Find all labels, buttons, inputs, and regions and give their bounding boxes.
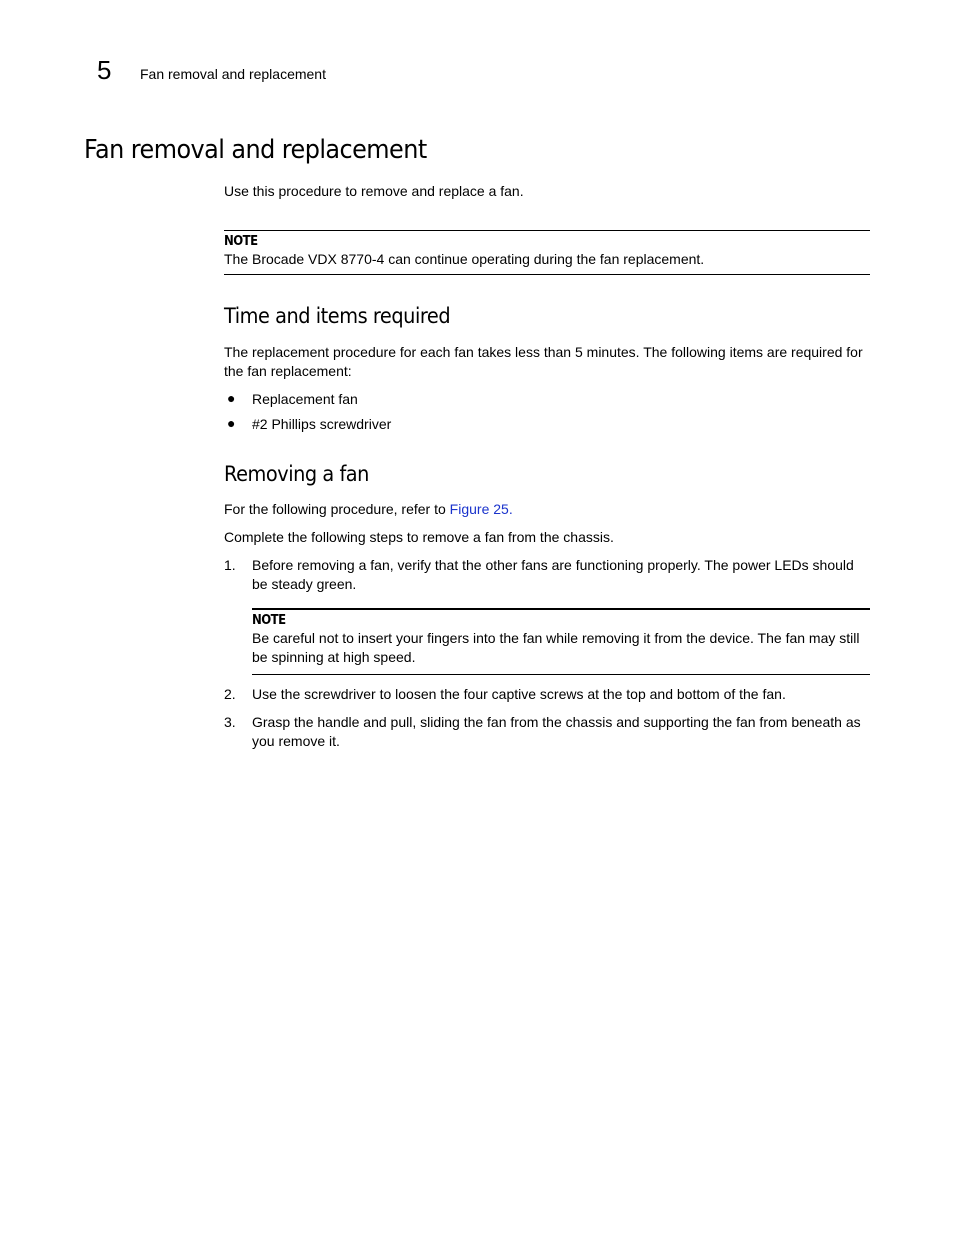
required-items-list <box>224 390 391 440</box>
refer-suffix: . <box>508 501 513 517</box>
section-heading-time-items: Time and items required <box>224 304 451 328</box>
list-item <box>224 415 391 440</box>
complete-steps-paragraph: Complete the following steps to remove a fan from the chassis. <box>224 529 614 545</box>
refer-paragraph <box>224 500 870 519</box>
step-text: Use the screwdriver to loosen the four captive screws at the top and bottom of the fan. <box>252 686 786 702</box>
step-number: 2. <box>224 686 236 702</box>
refer-prefix: For the following procedure, refer to <box>224 501 450 517</box>
step-number: 3. <box>224 714 236 730</box>
list-item-text: Replacement fan <box>252 391 358 407</box>
note-box <box>224 230 870 275</box>
list-item-text: #2 Phillips screwdriver <box>252 416 392 432</box>
note-label: NOTE <box>224 234 258 249</box>
note-text: The Brocade VDX 8770-4 can continue operating during the fan replacement. <box>224 251 705 267</box>
list-item <box>224 390 391 415</box>
note-text: Be careful not to insert your fingers into the fan while removing it from the device. The fan may still be spinning at high speed. <box>252 630 860 665</box>
running-title: Fan removal and replacement <box>140 66 326 82</box>
figure-25-link[interactable]: Figure 25 <box>449 501 509 517</box>
time-paragraph: The replacement procedure for each fan takes less than 5 minutes. The following items are required for the fan replacement: <box>224 344 863 379</box>
chapter-number: 5 <box>97 55 112 85</box>
intro-paragraph: Use this procedure to remove and replace a fan. <box>224 183 524 199</box>
step-text: Before removing a fan, verify that the other fans are functioning properly. The power LEDs should be steady green. <box>252 557 854 592</box>
caution-note-box <box>252 608 870 675</box>
step-number: 1. <box>224 557 236 573</box>
section-heading-removing-fan: Removing a fan <box>224 462 369 486</box>
bullet-icon: ● <box>227 415 236 431</box>
bullet-icon: ● <box>227 390 236 406</box>
note-label: NOTE <box>252 613 286 628</box>
step-text: Grasp the handle and pull, sliding the fan from the chassis and supporting the fan from beneath as you remove it. <box>252 714 861 749</box>
running-header <box>97 56 326 88</box>
page-title: Fan removal and replacement <box>84 135 427 165</box>
